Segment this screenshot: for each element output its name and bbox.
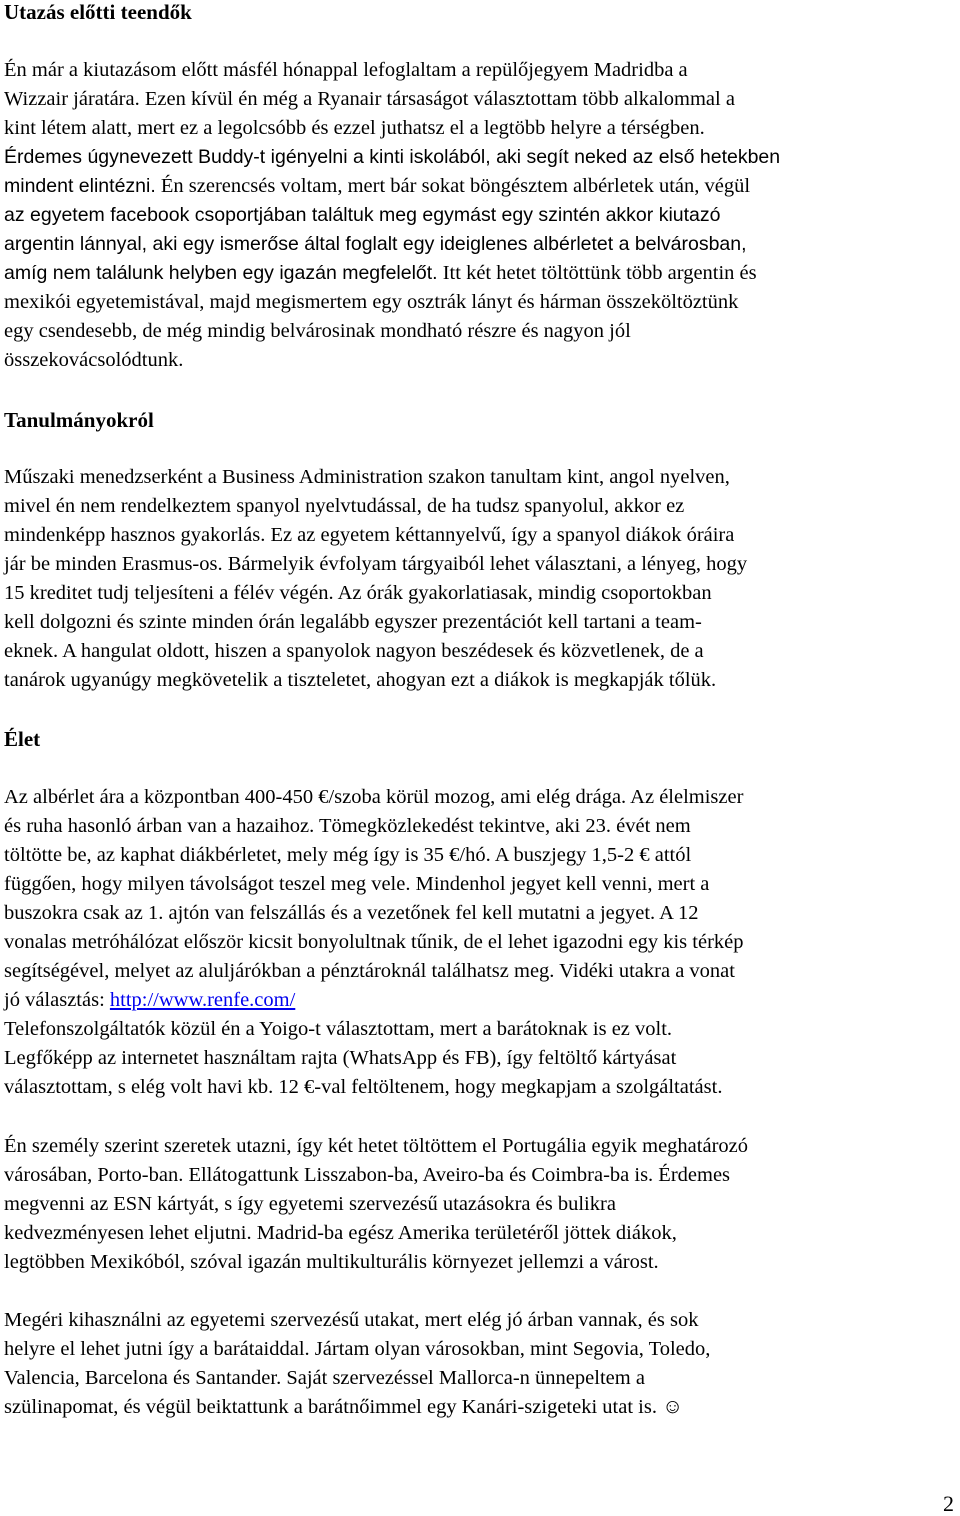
text-line: tanárok ugyanúgy megkövetelik a tiszteletet, ahogyan ezt a diákok is megkapják tőlük. [4, 669, 717, 691]
text-line-with-link [4, 986, 295, 1015]
text-line: Telefonszolgáltatók közül én a Yoigo-t választottam, mert a barátoknak is ez volt. [4, 1018, 673, 1040]
section-heading-studies: Tanulmányokról [4, 408, 154, 432]
text-line: 15 kreditet tudj teljesíteni a félév végén. Az órák gyakorlatiasak, mindig csoportokban [4, 582, 712, 604]
text-line: mexikói egyetemistával, majd megismertem egy osztrák lányt és hárman összeköltöztünk [4, 291, 739, 313]
text-line: Wizzair járatára. Ezen kívül én még a Ryanair társaságot választottam több alkalommal a [4, 88, 735, 110]
text-segment: Itt két hetet töltöttünk több argentin és [437, 262, 757, 284]
text-line: argentin lánnyal, aki egy ismerőse által foglalt egy ideiglenes albérletet a belvárosban, [4, 233, 747, 255]
text-line: összekovácsolódtunk. [4, 349, 184, 371]
text-line: eknek. A hangulat oldott, hiszen a spanyolok nagyon beszédesek és közvetlenek, de a [4, 640, 704, 662]
text-line: vonalas metróhálózat először kicsit bonyolultnak tűnik, de el lehet igazodni egy kis térkép [4, 931, 744, 953]
text-line: Műszaki menedzserként a Business Administration szakon tanultam kint, angol nyelven, [4, 466, 730, 488]
renfe-link[interactable]: http://www.renfe.com/ [109, 989, 296, 1011]
text-line: kedvezményesen lehet eljutni. Madrid-ba egész Amerika területéről jöttek diákok, [4, 1222, 677, 1244]
text-line-last [4, 1393, 683, 1422]
text-line: Én már a kiutazásom előtt másfél hónappal lefoglaltam a repülőjegyem Madridba a [4, 59, 688, 81]
page-number: 2 [943, 1491, 954, 1516]
text-line: Én személy szerint szeretek utazni, így két hetet töltöttem el Portugália egyik meghatározó [4, 1135, 749, 1157]
text-segment: mindent elintézni. [4, 175, 156, 197]
text-line: függően, hogy milyen távolságot teszel meg vele. Mindenhol jegyet kell venni, mert a [4, 873, 710, 895]
text-line-mixed [4, 172, 750, 201]
text-segment: szülinapomat, és végül beiktattunk a barátnőimmel egy Kanári-szigeteki utat is. [4, 1396, 663, 1418]
text-line: és ruha hasonló árban van a hazaihoz. Tömegközlekedést tekintve, aki 23. évét nem [4, 815, 691, 837]
section-heading-life: Élet [4, 727, 41, 751]
text-line: segítségével, melyet az aluljárókban a pénztároknál találhatsz meg. Vidéki utakra a vonat [4, 960, 735, 982]
text-line: legtöbben Mexikóból, szóval igazán multikulturális környezet jellemzi a várost. [4, 1251, 659, 1273]
text-line: mindenképp hasznos gyakorlás. Ez az egyetem kéttannyelvű, így a spanyol diákok óráira [4, 524, 735, 546]
text-line: Az albérlet ára a központban 400-450 €/szoba körül mozog, ami elég drága. Az élelmiszer [4, 786, 744, 808]
text-line: jár be minden Erasmus-os. Bármelyik évfolyam tárgyaiból lehet választani, a lényeg, hogy [4, 553, 748, 575]
text-line: buszokra csak az 1. ajtón van felszállás és a vezetőnek fel kell mutatni a jegyet. A 12 [4, 902, 699, 924]
text-segment: Én szerencsés voltam, mert bár sokat böngésztem albérletek után, végül [155, 175, 751, 197]
text-segment: jó választás: [4, 989, 110, 1011]
text-line: kint létem alatt, mert ez a legolcsóbb és ezzel juthatsz el a legtöbb helyre a térségben. [4, 117, 705, 139]
text-line: Legfőképp az internetet használtam rajta (WhatsApp és FB), így feltöltő kártyásat [4, 1047, 677, 1069]
text-line-mixed [4, 259, 757, 288]
text-line: Megéri kihasználni az egyetemi szervezésű utakat, mert elég jó árban vannak, és sok [4, 1309, 699, 1331]
smiley-icon: ☺ [662, 1396, 684, 1418]
text-segment: amíg nem találunk helyben egy igazán megfelelőt. [4, 262, 438, 284]
text-line: töltötte be, az kaphat diákbérletet, mely még így is 35 €/hó. A buszjegy 1,5-2 € attól [4, 844, 692, 866]
text-line: kell dolgozni és szinte minden órán legalább egyszer prezentációt kell tartani a team- [4, 611, 702, 633]
text-line: helyre el lehet jutni így a barátaiddal. Jártam olyan városokban, mint Segovia, Toledo, [4, 1338, 711, 1360]
section-heading-travel-prep: Utazás előtti teendők [4, 0, 192, 24]
text-line: választottam, s elég volt havi kb. 12 €-val feltöltenem, hogy megkapjam a szolgáltatást. [4, 1076, 723, 1098]
text-line: az egyetem facebook csoportjában találtuk meg egymást egy szintén akkor kiutazó [4, 204, 721, 226]
text-line: egy csendesebb, de még mindig belvárosinak mondható részre és nagyon jól [4, 320, 631, 342]
text-line: Valencia, Barcelona és Santander. Saját szervezéssel Mallorca-n ünnepeltem a [4, 1367, 645, 1389]
text-line: Érdemes úgynevezett Buddy-t igényelni a kinti iskolából, aki segít neked az első hetekben [4, 146, 781, 168]
text-line: városában, Porto-ban. Ellátogattunk Lisszabon-ba, Aveiro-ba és Coimbra-ba is. Érdemes [4, 1164, 731, 1186]
text-line: megvenni az ESN kártyát, s így egyetemi szervezésű utazásokra és bulikra [4, 1193, 616, 1215]
text-line: mivel én nem rendelkeztem spanyol nyelvtudással, de ha tudsz spanyolul, akkor ez [4, 495, 685, 517]
